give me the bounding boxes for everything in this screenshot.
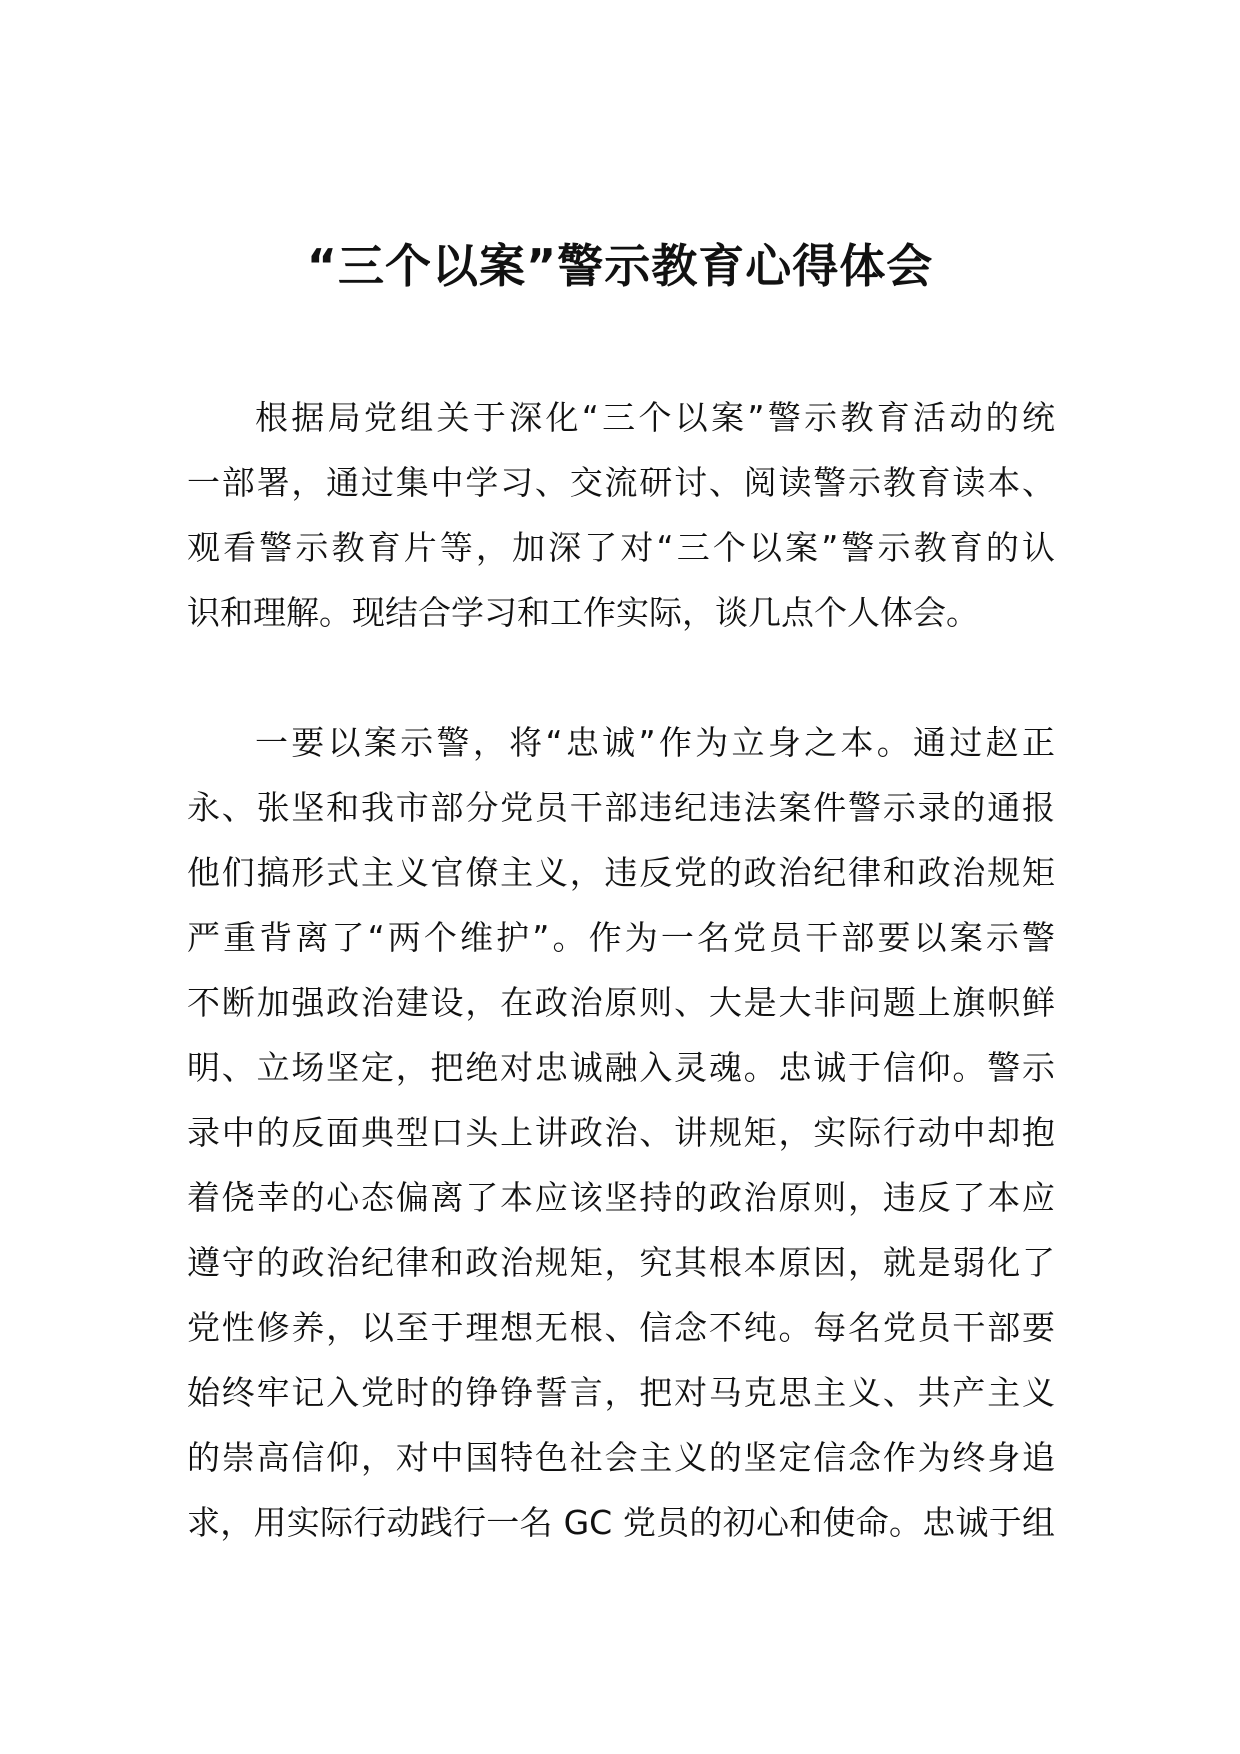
paragraph-intro bbox=[187, 385, 1055, 645]
paragraph-line: 一部署，通过集中学习、交流研讨、阅读警示教育读本、 bbox=[187, 463, 1055, 502]
paragraph-line: 不断加强政治建设，在政治原则、大是大非问题上旗帜鲜 bbox=[187, 983, 1055, 1022]
paragraph-line: 求，用实际行动践行一名 GC 党员的初心和使命。忠诚于组 bbox=[187, 1503, 1055, 1542]
paragraph-line: 遵守的政治纪律和政治规矩，究其根本原因，就是弱化了 bbox=[187, 1243, 1055, 1282]
paragraph-line: 明、立场坚定，把绝对忠诚融入灵魂。忠诚于信仰。警示 bbox=[187, 1048, 1055, 1087]
paragraph-line: 始终牢记入党时的铮铮誓言，把对马克思主义、共产主义 bbox=[187, 1373, 1055, 1412]
page-title: “三个以案”警示教育心得体会 bbox=[306, 238, 934, 293]
paragraph-line: 的崇高信仰，对中国特色社会主义的坚定信念作为终身追 bbox=[187, 1438, 1055, 1477]
paragraph-line: 一要以案示警，将“忠诚”作为立身之本。通过赵正 bbox=[255, 723, 1055, 762]
paragraph-line: 着侥幸的心态偏离了本应该坚持的政治原则，违反了本应 bbox=[187, 1178, 1055, 1217]
paragraph-line: 党性修养，以至于理想无根、信念不纯。每名党员干部要 bbox=[187, 1308, 1055, 1347]
paragraph-line: 录中的反面典型口头上讲政治、讲规矩，实际行动中却抱 bbox=[187, 1113, 1055, 1152]
paragraph-point-one bbox=[187, 710, 1055, 1555]
paragraph-line: 识和理解。现结合学习和工作实际，谈几点个人体会。 bbox=[187, 593, 979, 632]
paragraph-line: 永、张坚和我市部分党员干部违纪违法案件警示录的通报 bbox=[187, 788, 1055, 827]
paragraph-line: 严重背离了“两个维护”。作为一名党员干部要以案示警 bbox=[187, 918, 1055, 957]
paragraph-line: 他们搞形式主义官僚主义，违反党的政治纪律和政治规矩 bbox=[187, 853, 1055, 892]
paragraph-line: 根据局党组关于深化“三个以案”警示教育活动的统 bbox=[255, 398, 1055, 437]
document-body bbox=[187, 385, 1055, 1555]
paragraph-line: 观看警示教育片等，加深了对“三个以案”警示教育的认 bbox=[187, 528, 1055, 567]
